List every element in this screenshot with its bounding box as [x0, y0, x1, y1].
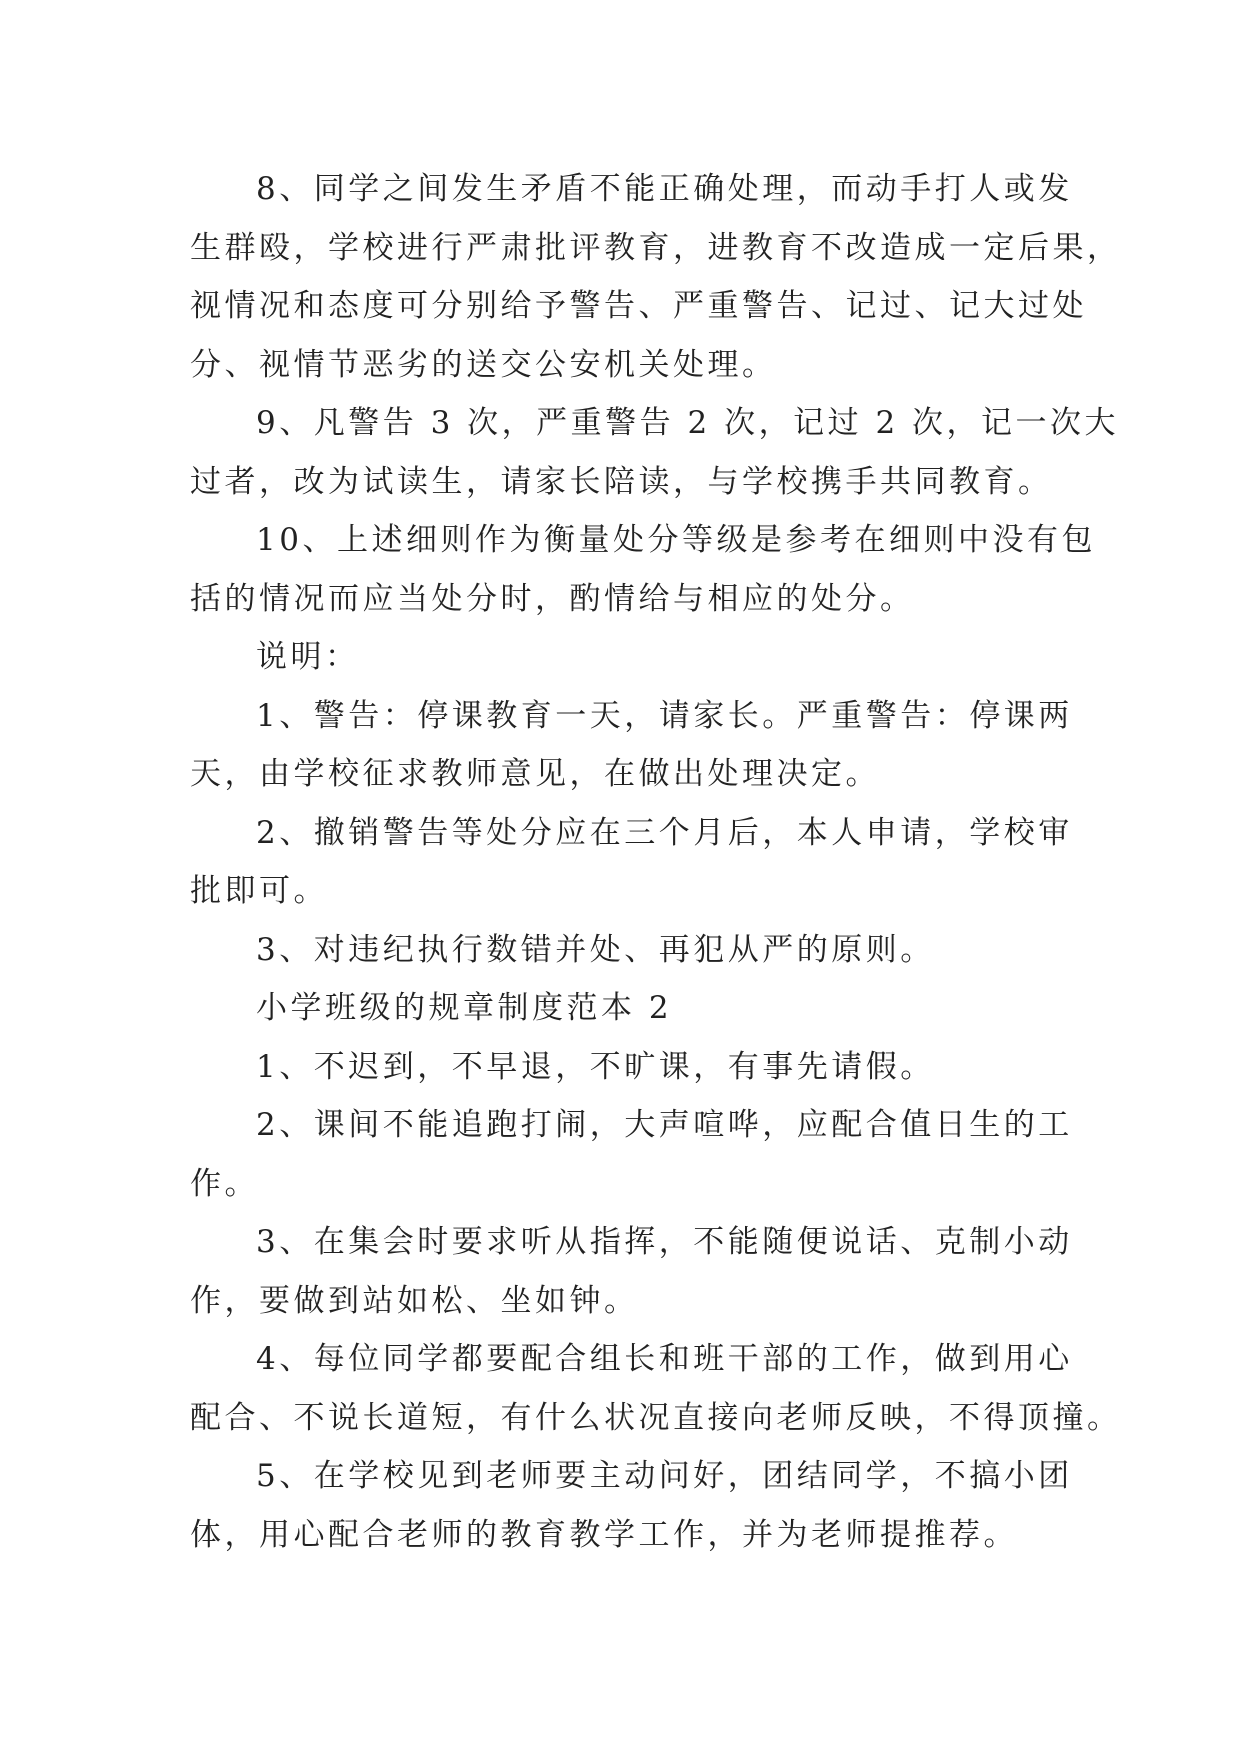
text-line: 2、撤销警告等处分应在三个月后，本人申请，学校审 — [256, 814, 1073, 851]
document-body — [190, 160, 1122, 1564]
section-title — [190, 979, 1056, 1038]
text-line: 作，要做到站如松、坐如钟。 — [190, 1282, 639, 1319]
text-line: 配合、不说长道短，有什么状况直接向老师反映，不得顶撞。 — [190, 1399, 1122, 1436]
text-line: 括的情况而应当处分时，酌情给与相应的处分。 — [190, 580, 915, 617]
text-line: 分、视情节恶劣的送交公安机关处理。 — [190, 346, 777, 383]
text-line: 3、对违纪执行数错并处、再犯从严的原则。 — [256, 931, 935, 968]
note-1-paragraph — [190, 687, 1073, 804]
text-line: 8、同学之间发生矛盾不能正确处理，而动手打人或发 — [256, 171, 1073, 207]
text-line: 1、警告：停课教育一天，请家长。严重警告：停课两 — [256, 697, 1073, 734]
text-line: 过者，改为试读生，请家长陪读，与学校携手共同教育。 — [190, 463, 1053, 500]
text-line: 1、不迟到，不早退，不旷课，有事先请假。 — [256, 1048, 935, 1085]
text-line: 说明： — [256, 639, 360, 675]
note-2-paragraph — [190, 804, 1073, 921]
item-4-paragraph — [190, 1330, 1122, 1447]
item-5-paragraph — [190, 1447, 1073, 1564]
text-line: 天，由学校征求教师意见，在做出处理决定。 — [190, 756, 880, 792]
text-line: 作。 — [190, 1165, 259, 1202]
text-line: 3、在集会时要求听从指挥，不能随便说话、克制小动 — [256, 1224, 1073, 1260]
text-line: 视情况和态度可分别给予警告、严重警告、记过、记大过处 — [190, 288, 1087, 324]
item-3-paragraph — [190, 1213, 1073, 1330]
text-line: 9、凡警告 3 次，严重警告 2 次，记过 2 次，记一次大 — [256, 405, 1120, 441]
text-line: 小学班级的规章制度范本 2 — [256, 990, 673, 1026]
text-line: 批即可。 — [190, 873, 328, 909]
note-3-paragraph — [190, 921, 1056, 980]
text-line: 4、每位同学都要配合组长和班干部的工作，做到用心 — [256, 1341, 1073, 1377]
text-line: 体，用心配合老师的教育教学工作，并为老师提推荐。 — [190, 1516, 1018, 1553]
text-line: 生群殴，学校进行严肃批评教育，进教育不改造成一定后果， — [190, 229, 1122, 266]
item-1-paragraph — [190, 1038, 1056, 1097]
note-heading — [190, 628, 1056, 687]
item-2-paragraph — [190, 1096, 1073, 1213]
text-line: 5、在学校见到老师要主动问好，团结同学，不搞小团 — [256, 1458, 1073, 1494]
rule-9-paragraph — [190, 394, 1120, 511]
rule-8-paragraph — [190, 160, 1122, 394]
rule-10-paragraph — [190, 511, 1096, 628]
text-line: 2、课间不能追跑打闹，大声喧哗，应配合值日生的工 — [256, 1107, 1073, 1143]
text-line: 10、上述细则作为衡量处分等级是参考在细则中没有包 — [256, 522, 1096, 558]
